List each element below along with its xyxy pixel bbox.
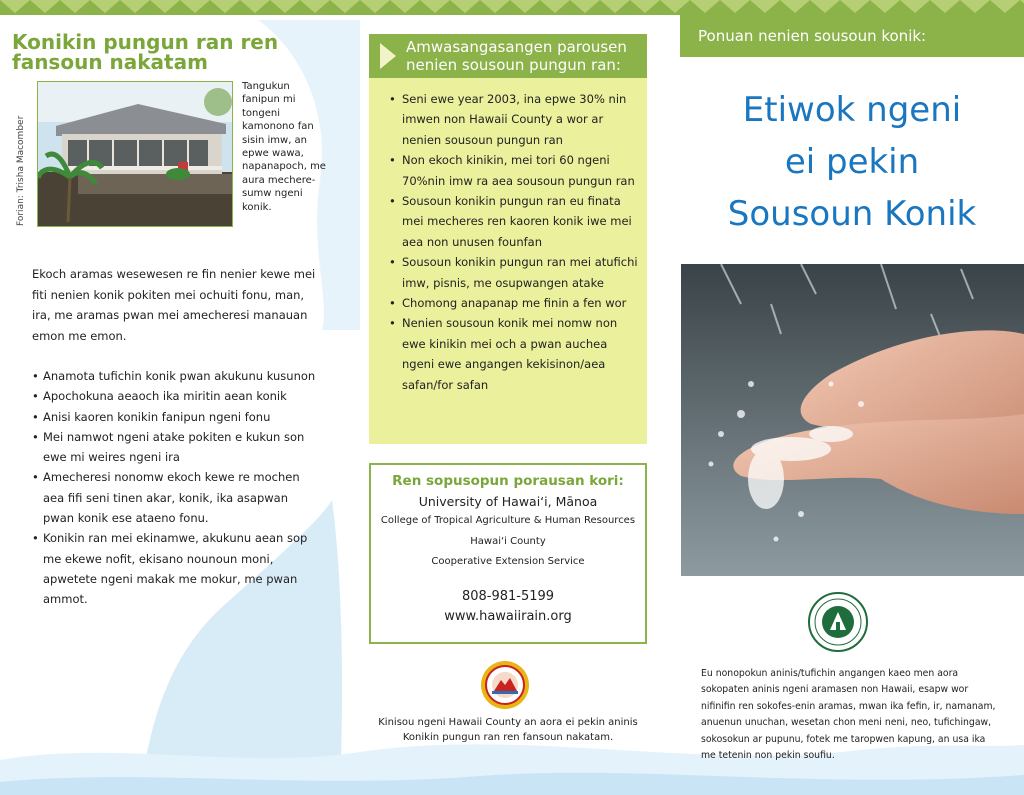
list-item: • Mei namwot ngeni atake pokiten e kukun son ewe mi weires ngeni ira bbox=[32, 427, 322, 468]
photo-credit bbox=[16, 96, 34, 226]
contact-title: Ren sopusopun porausan kori: bbox=[392, 473, 624, 489]
contact-box bbox=[369, 463, 647, 644]
list-item: • Apochokuna aeaoch ika miritin aean konik bbox=[32, 386, 322, 406]
left-title: Konikin pungun ran ren fansoun nakatam bbox=[12, 30, 279, 74]
middle-header bbox=[369, 34, 647, 78]
list-item: • Nenien sousoun konik mei nomw non ewe kinikin mei och a pwan auchea ngeni ewe angangen kekisinon/aea safan/for safan bbox=[389, 313, 641, 395]
list-item: • Konikin ran mei ekinamwe, akukunu aean sop me ekewe nofit, ekisano nounoun moni, apwetete ngeni makak me mokur, me pwan ammot. bbox=[32, 528, 322, 609]
right-header-text: Ponuan nenien sousoun konik: bbox=[698, 27, 927, 45]
contact-website[interactable]: www.hawaiirain.org bbox=[444, 608, 572, 624]
house-illustration bbox=[38, 82, 233, 227]
hands-water-photo bbox=[681, 264, 1024, 576]
list-item: • Anamota tufichin konik pwan akukunu kusunon bbox=[32, 366, 322, 386]
contact-college: College of Tropical Agriculture & Human Resources bbox=[380, 515, 636, 526]
contact-county: Hawai‘i County bbox=[470, 535, 546, 547]
contact-service: Cooperative Extension Service bbox=[431, 556, 585, 567]
main-title-line: Etiwok ngeni bbox=[742, 90, 962, 130]
university-seal-icon bbox=[808, 592, 868, 652]
right-header bbox=[680, 15, 1024, 57]
contact-university: University of Hawai‘i, Mānoa bbox=[418, 494, 598, 509]
list-item: • Anisi kaoren konikin fanipun ngeni fonu bbox=[32, 407, 322, 427]
list-item: • Sousoun konikin pungun ran mei atufichi imw, pisnis, me osupwangen atake bbox=[389, 252, 641, 293]
list-item: • Seni ewe year 2003, ina epwe 30% nin imwen non Hawaii County a wor ar nenien sousoun pungun ran bbox=[389, 89, 641, 150]
house-photo bbox=[37, 81, 233, 227]
main-title-line: Sousoun Konik bbox=[727, 194, 977, 234]
hands-water-illustration bbox=[681, 264, 1024, 576]
list-item: • Non ekoch kinikin, mei tori 60 ngeni 70%nin imw ra aea sousoun pungun ran bbox=[389, 150, 641, 191]
list-item: • Chomong anapanap me finin a fen wor bbox=[389, 293, 641, 313]
play-arrow-icon bbox=[380, 43, 396, 69]
facts-list bbox=[389, 89, 641, 395]
zigzag-border bbox=[0, 0, 1024, 15]
left-intro-paragraph: Ekoch aramas wesewesen re fin nenier kewe mei fiti nenien konik pokiten mei ochuiti fonu, man, ira, me aramas pwan mei amecheresi manauan emon me emon. bbox=[32, 267, 316, 343]
list-item: • Sousoun konikin pungun ran eu finata mei mecheres ren kaoren konik iwe mei aea non unusen founfan bbox=[389, 191, 641, 252]
main-title-line: ei pekin bbox=[784, 142, 920, 182]
county-seal-icon bbox=[480, 660, 530, 710]
left-bullet-list bbox=[32, 366, 322, 610]
list-item: • Amecheresi nonomw ekoch kewe re mochen aea fifi seni tinen akar, konik, ika asapwan pwan konik ese ataeno fonu. bbox=[32, 467, 322, 528]
facts-box bbox=[369, 78, 647, 444]
main-title bbox=[680, 84, 1024, 240]
photo-credit-text: Forian: Trisha Macomber bbox=[16, 115, 26, 226]
nondiscrimination-note: Eu nonopokun aninis/tufichin angangen kaeo men aora sokopaten aninis ngeni aramasen non Hawaii, esapw wor nifinifin ren sokofes-enin aramas, mwan ika fefin, ir, namanam, anuenun unuchan, wesetan chon meni neni, neo, tufichingaw, sokosokun ar pupunu, fotek me taropwen kapung, an usa ika me tetenin non pekin soufiu. bbox=[701, 668, 996, 762]
middle-header-text: Amwasangasangen parousen nenien sousoun pungun ran: bbox=[406, 38, 627, 74]
photo-caption: Tangukun fanipun mi tongeni kamonono fan sisin imw, an epwe wawa, napanapoch, me aura mechere-sumw ngeni konik. bbox=[242, 81, 326, 213]
county-acknowledgement: Kinisou ngeni Hawaii County an aora ei pekin aninis Konikin pungun ran ren fansoun nakatam. bbox=[378, 717, 638, 743]
contact-phone: 808-981-5199 bbox=[461, 588, 555, 604]
